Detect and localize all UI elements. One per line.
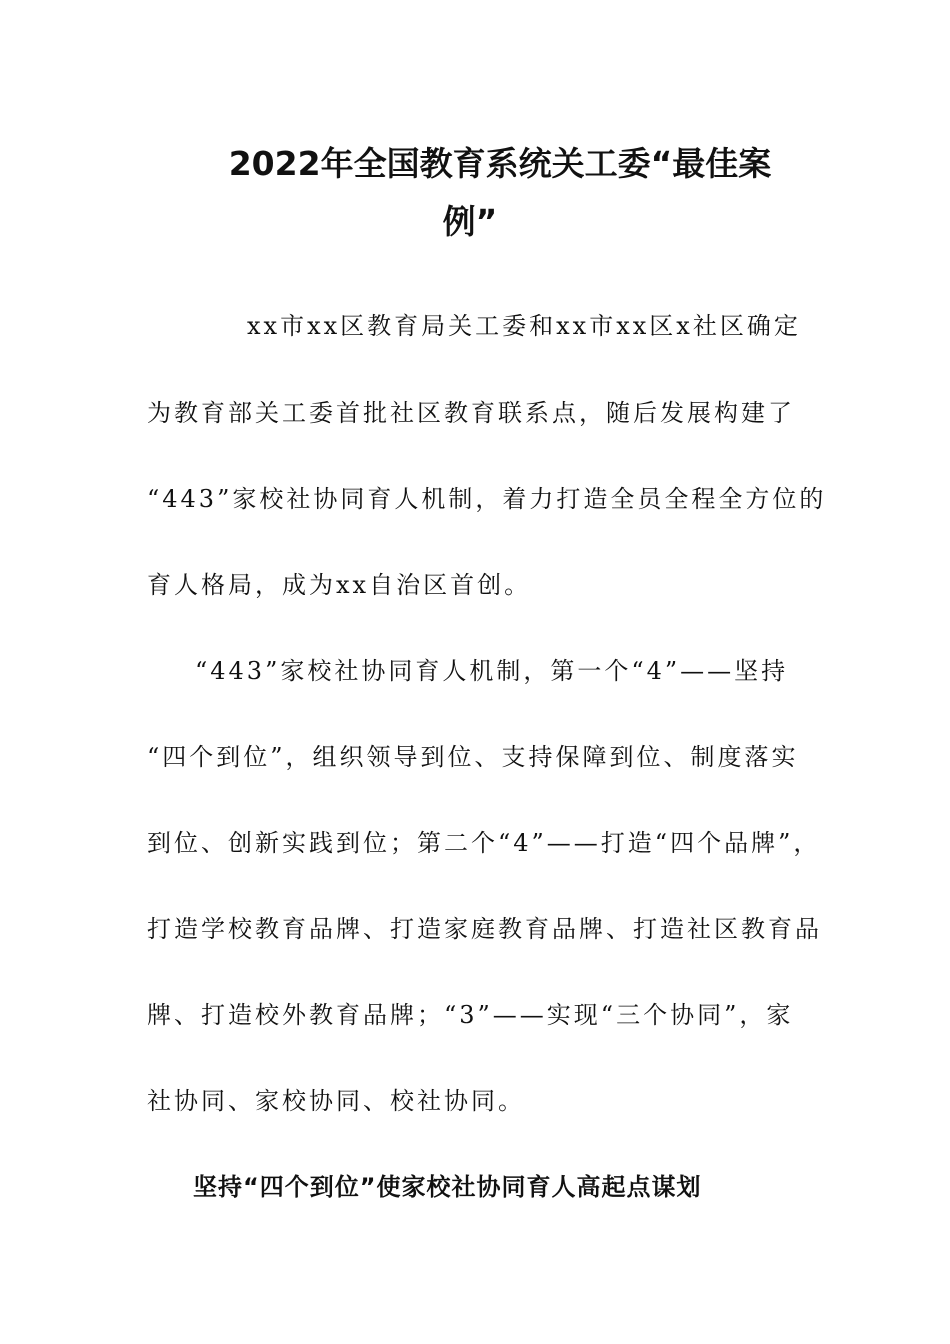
paragraph-1-line-3: “443”家校社协同育人机制，着力打造全员全程全方位的 [147, 485, 827, 513]
paragraph-2-line-4: 打造学校教育品牌、打造家庭教育品牌、打造社区教育品 [147, 915, 822, 943]
paragraph-2-line-1: “443”家校社协同育人机制，第一个“4”——坚持 [195, 657, 789, 685]
paragraph-1-line-1: xx市xx区教育局关工委和xx市xx区x社区确定 [247, 312, 801, 340]
paragraph-1-line-2: 为教育部关工委首批社区教育联系点，随后发展构建了 [147, 399, 795, 427]
paragraph-2-line-3: 到位、创新实践到位；第二个“4”——打造“四个品牌”， [147, 829, 821, 857]
paragraph-2-line-2: “四个到位”，组织领导到位、支持保障到位、制度落实 [147, 743, 799, 771]
paragraph-1-line-4: 育人格局，成为xx自治区首创。 [147, 571, 532, 599]
paragraph-2-line-6: 社协同、家校协同、校社协同。 [147, 1087, 525, 1115]
paragraph-2-line-5: 牌、打造校外教育品牌；“3”——实现“三个协同”，家 [147, 1001, 794, 1029]
section-heading: 坚持“四个到位”使家校社协同育人高起点谋划 [193, 1173, 702, 1201]
document-title-line-2: 例” [442, 202, 498, 241]
document-title-line-1: 2022年全国教育系统关工委“最佳案 [228, 144, 772, 183]
